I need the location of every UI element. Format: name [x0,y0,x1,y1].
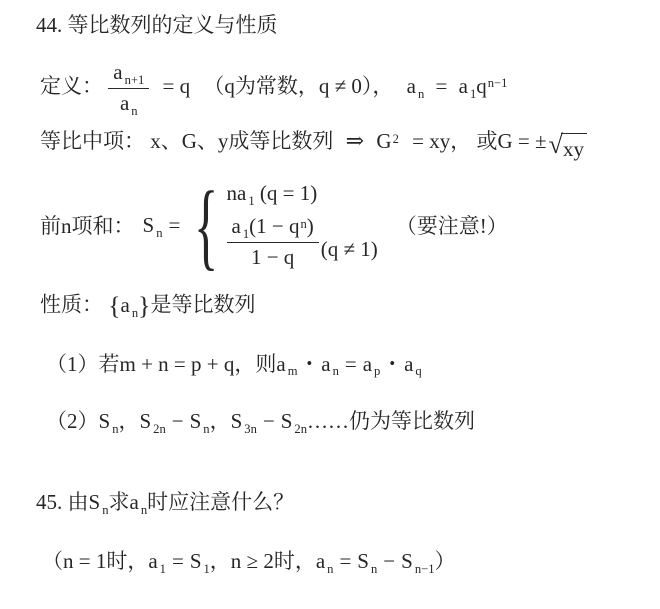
radical-sign: √ [548,129,563,159]
var-subscript: 3n [244,421,257,436]
var-base: a [231,214,241,239]
var-sn-1 [401,549,435,577]
comma: ， [118,408,140,433]
var-superscript: 2 [392,131,399,146]
var-subscript: m [287,364,298,379]
minus-sign: − [383,549,396,574]
var-base: na [226,181,247,206]
equals-sign: = [168,212,181,237]
var-subscript: n+1 [124,73,145,88]
var-subscript: n [102,502,109,517]
var-base: a [119,90,130,115]
numerator-open: (1 − q [249,214,300,239]
piecewise-cases [227,181,378,269]
var-base: a [321,351,331,376]
var-subscript: 1 [242,227,250,242]
var-subscript: n [112,421,119,436]
var-base: S [230,408,243,433]
var-base: a [129,490,139,515]
var-subscript: n [370,562,378,577]
answer-mid: ，n ≥ 2时， [209,549,316,574]
fraction-denominator [108,89,149,116]
case-condition: (q ≠ 1) [320,237,378,262]
var-subscript: n [327,562,334,577]
section-45-tail: 时应注意什么？ [147,490,295,515]
var-a1 [148,549,166,577]
var-subscript: p [374,364,381,379]
var-base: S [139,408,152,433]
fraction-sum [227,215,319,269]
var-subscript: 1 [203,562,210,577]
equals-sign: = [339,549,352,574]
var-base: S [142,212,155,237]
case-condition: (q = 1) [259,181,318,206]
properties-tail: 是等比数列 [150,292,256,317]
var-sn [357,549,378,577]
geometric-mean-label: 等比中项： [40,129,145,154]
var-superscript: n [300,216,307,231]
var-subscript: n [156,225,163,240]
properties-line [36,289,652,322]
var-base: S [189,408,202,433]
numerator-close: ) [306,214,314,239]
sum-formula-line [36,170,652,279]
var-subscript: 2n [153,421,166,436]
set-brace-close: } [138,291,151,321]
var-subscript: n [332,364,339,379]
properties-label: 性质： [40,292,103,317]
var-subscript: n [131,305,139,320]
var-subscript: 1 [469,86,477,101]
var-subscript: 2n [294,421,307,436]
var-an [129,490,148,517]
property-2-lead: （2） [46,408,99,433]
var-base: a [276,351,286,376]
cases-brace: { [194,170,219,279]
fraction-denominator: 1 − q [250,244,295,269]
property-2-tail: ……仍为等比数列 [307,408,475,433]
attention-note: （要注意!） [395,214,508,239]
var-base: a [315,549,326,574]
var-base: S [189,549,202,574]
var-base: a [148,549,158,574]
or-plus-minus-text: 或G = ± [476,129,547,154]
implies-arrow: ⇒ [345,128,365,154]
var-base: S [357,549,369,574]
var-an [120,292,139,320]
var-a1-q-pow [458,74,508,101]
dot-operator: • [389,353,396,373]
var-sn [189,408,210,436]
geometric-mean-line [36,127,652,163]
section-45-mid: 求 [108,490,130,515]
var-base: a [458,74,468,99]
radicand: xy [561,133,587,163]
var-sn [98,408,119,436]
equals-xy-text: = xy， [412,129,472,154]
var-subscript: n [203,421,210,436]
var-sn [143,213,163,238]
var-base: a [404,351,414,376]
var-subscript: 1 [248,194,255,209]
var-superscript: n−1 [487,76,508,91]
var-subscript: n [131,103,138,118]
case-q-not-1 [227,215,378,269]
var-base: S [98,408,111,433]
var-base: G [376,129,392,154]
var-base: S [88,490,101,515]
definition-label: 定义： [40,74,103,99]
case-q-equals-1 [226,181,318,209]
set-brace-open: { [108,291,121,321]
section-45-lead: 45. 由 [36,490,89,515]
var-subscript: 1 [159,562,166,577]
sum-label: 前n项和： [40,214,135,239]
condition-text: （q为常数，q ≠ 0）， [203,74,394,99]
var-subscript: n [140,502,148,517]
answer-close: ） [434,549,456,574]
var-subscript: n [417,86,425,101]
var-g-squared [376,129,398,153]
var-base: a [120,292,130,317]
answer-open: （n = 1时， [42,549,149,574]
var-subscript: n−1 [414,562,435,577]
var-am [276,351,298,379]
equals-sign: = [344,351,357,376]
var-s2n [139,408,166,436]
comma: ， [209,408,231,433]
var-s1 [189,549,210,577]
mean-lead-text: x、G、y成等比数列 [150,129,334,154]
property-1-line [36,351,652,378]
fraction-numerator [227,215,319,243]
var-base: q [476,74,487,99]
equals-sign: = [171,549,184,574]
var-an [406,74,425,101]
minus-sign: − [171,408,184,433]
fraction-numerator [108,61,149,89]
var-base: S [401,549,413,574]
square-root [548,129,587,163]
dot-operator: • [306,353,313,373]
equals-q-text: = q [162,74,191,99]
fraction-an1-over-an [108,60,149,118]
property-1-lead: （1）若m + n = p + q，则 [46,351,277,376]
var-ap [362,351,381,379]
var-sn [88,490,109,517]
section-45-answer [36,548,652,575]
equals-sign: = [435,74,448,99]
var-aq [404,351,422,379]
property-2-line [36,408,652,435]
section-44-title: 44. 等比数列的定义与性质 [36,13,278,37]
var-s2n [280,408,307,436]
var-s3n [230,408,257,436]
var-an [321,351,339,379]
var-subscript: q [415,364,422,379]
var-base: S [280,408,293,433]
var-base: a [362,351,373,376]
var-base: a [113,60,123,85]
definition-line [36,60,652,118]
minus-sign: − [262,408,275,433]
section-45-title [36,489,652,516]
var-an [315,549,334,577]
var-base: a [406,74,416,99]
